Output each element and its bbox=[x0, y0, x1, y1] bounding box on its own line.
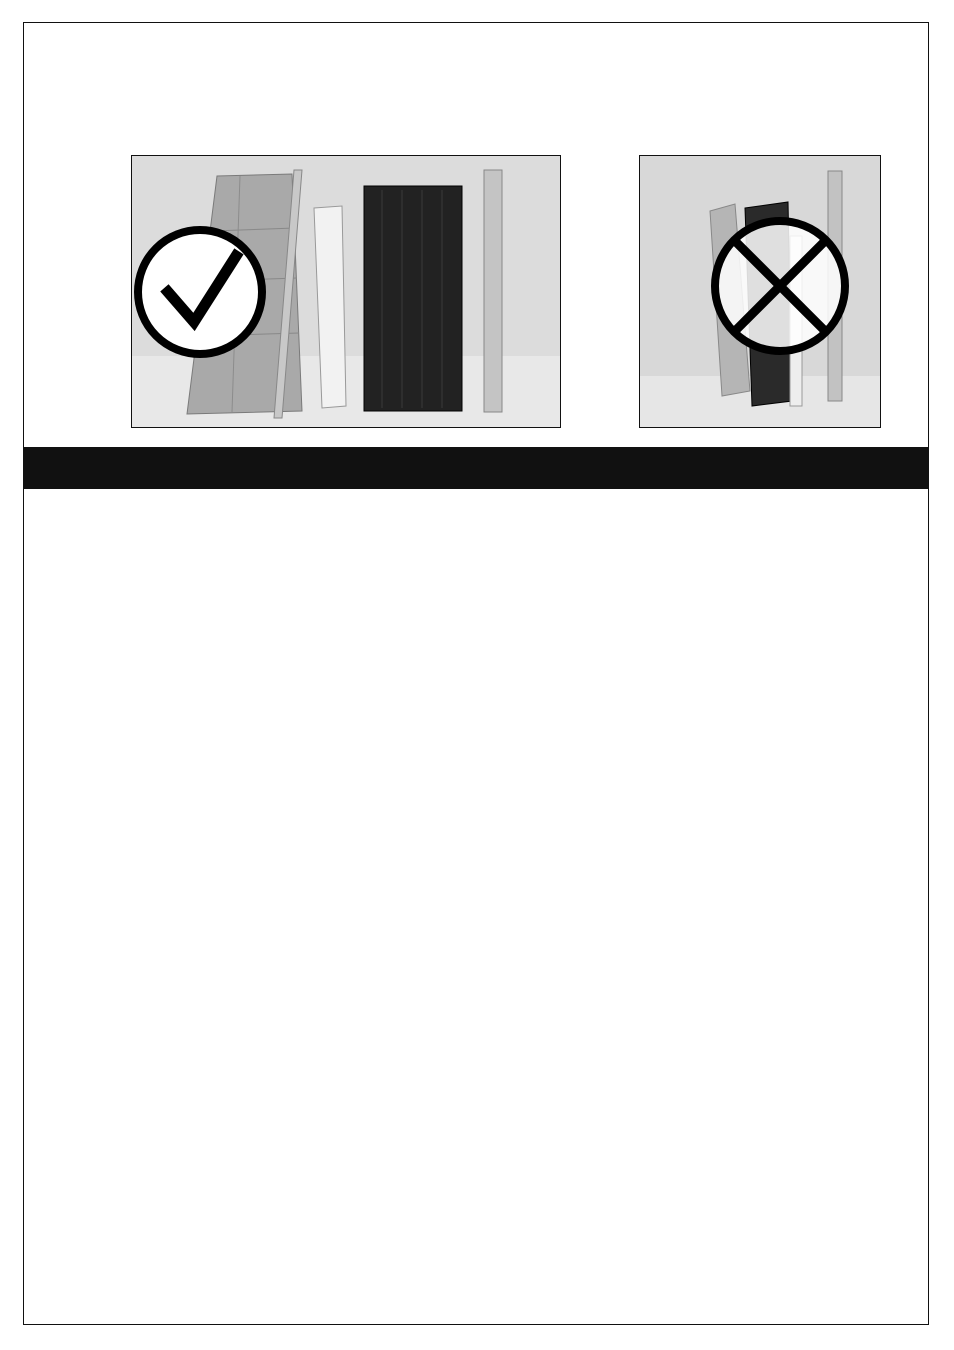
section-banner bbox=[24, 447, 928, 489]
checkmark-circle-icon bbox=[138, 230, 262, 354]
x-circle-icon bbox=[715, 221, 845, 351]
parts-leaning-illustration bbox=[640, 156, 880, 427]
photo-parts-spread-correct bbox=[131, 155, 561, 428]
photo-parts-leaning-wrong bbox=[639, 155, 881, 428]
parts-spread-illustration bbox=[132, 156, 560, 427]
